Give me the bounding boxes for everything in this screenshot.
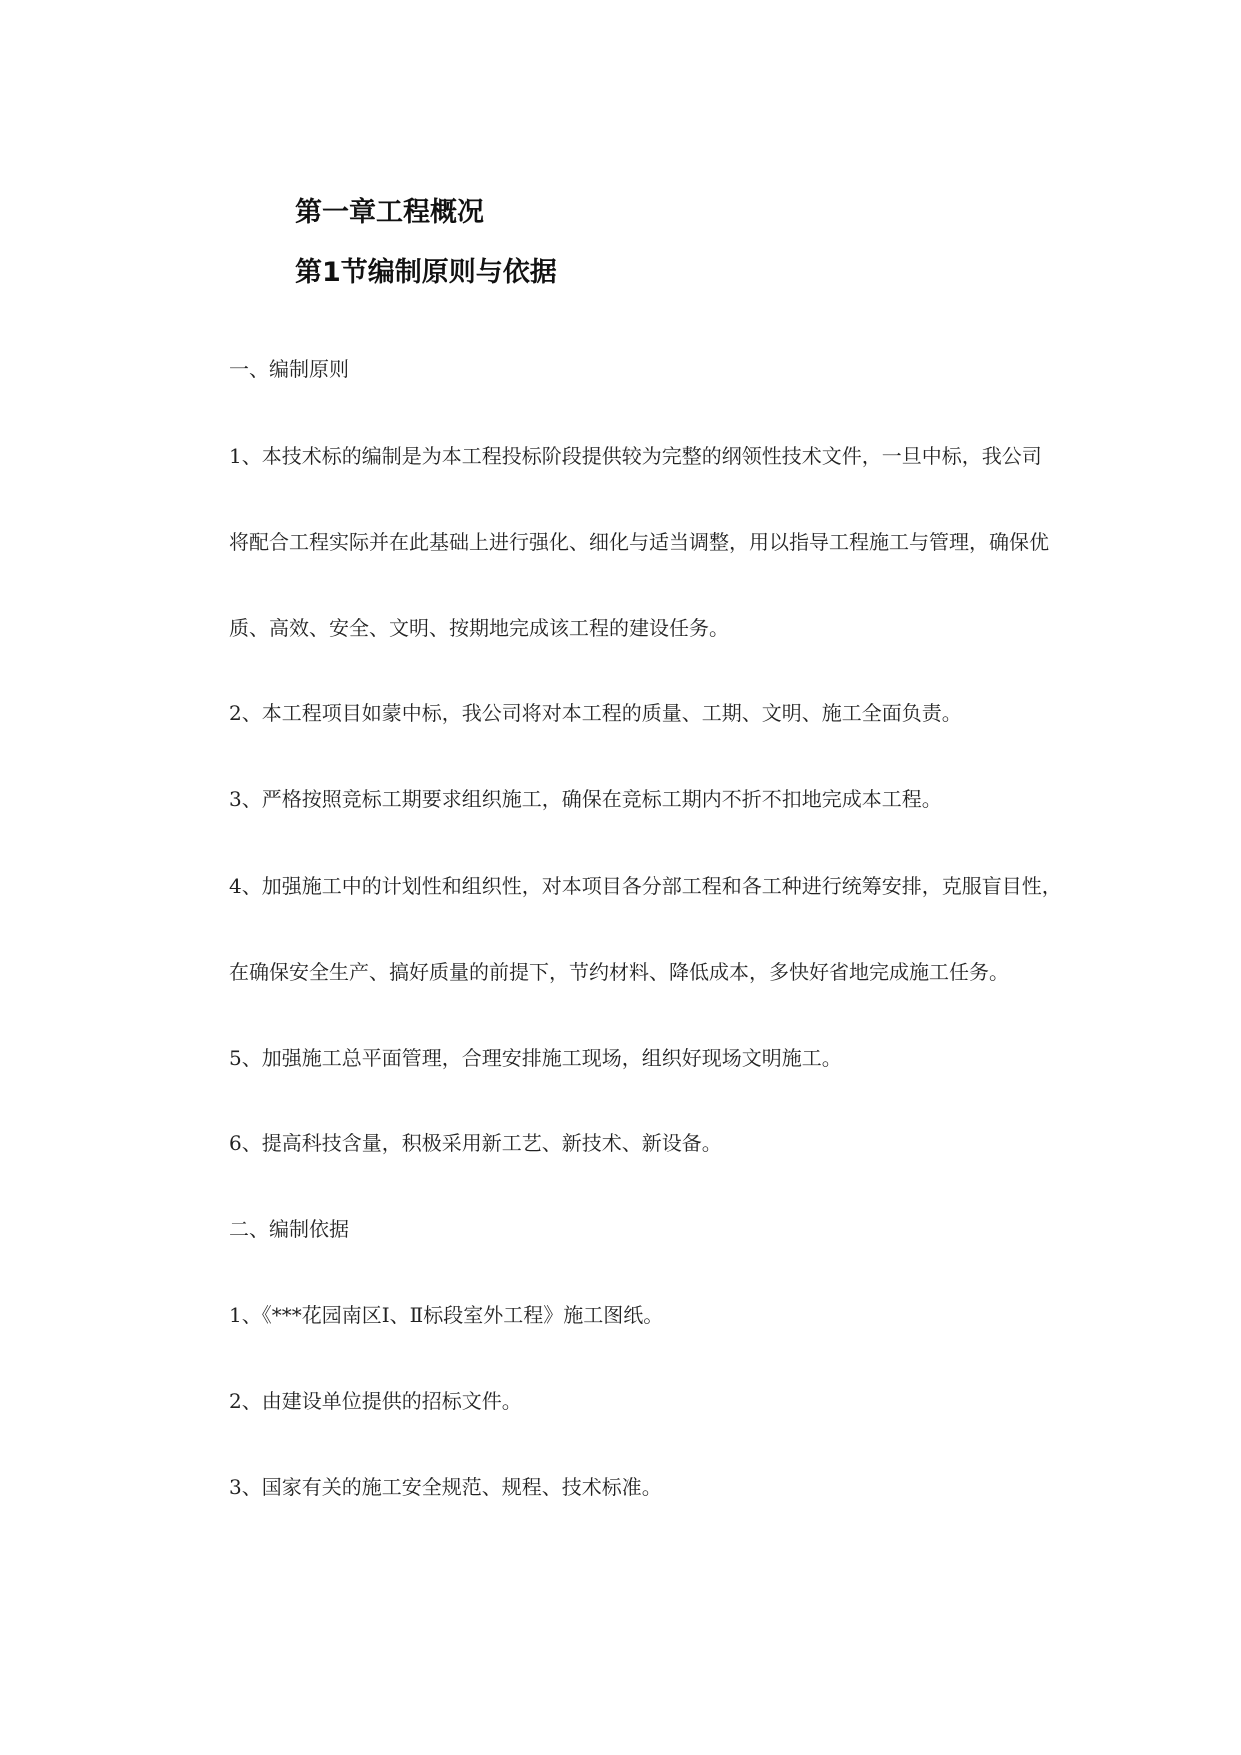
paragraph-line: 将配合工程实际并在此基础上进行强化、细化与适当调整，用以指导工程施工与管理，确保优 — [229, 530, 1049, 554]
paragraph-line: 5、加强施工总平面管理，合理安排施工现场，组织好现场文明施工。 — [229, 1046, 842, 1070]
paragraph-line: 质、高效、安全、文明、按期地完成该工程的建设任务。 — [229, 616, 729, 640]
paragraph-line: 1、《***花园南区Ⅰ、Ⅱ标段室外工程》施工图纸。 — [229, 1303, 664, 1327]
paragraph-line: 2、本工程项目如蒙中标，我公司将对本工程的质量、工期、文明、施工全面负责。 — [229, 701, 962, 725]
paragraph-line: 2、由建设单位提供的招标文件。 — [229, 1389, 522, 1413]
subsection-heading: 二、编制依据 — [229, 1217, 349, 1241]
paragraph-line: 3、严格按照竞标工期要求组织施工，确保在竞标工期内不折不扣地完成本工程。 — [229, 787, 942, 811]
section-title: 第1节编制原则与依据 — [295, 257, 557, 288]
paragraph-line: 在确保安全生产、搞好质量的前提下，节约材料、降低成本，多快好省地完成施工任务。 — [229, 960, 1009, 984]
chapter-title: 第一章工程概况 — [295, 197, 484, 228]
subsection-heading: 一、编制原则 — [229, 357, 349, 381]
paragraph-line: 3、国家有关的施工安全规范、规程、技术标准。 — [229, 1475, 662, 1499]
paragraph-line: 1、本技术标的编制是为本工程投标阶段提供较为完整的纲领性技术文件，一旦中标，我公司 — [229, 444, 1042, 468]
paragraph-line: 4、加强施工中的计划性和组织性，对本项目各分部工程和各工种进行统筹安排，克服盲目性， — [229, 874, 1062, 898]
paragraph-line: 6、提高科技含量，积极采用新工艺、新技术、新设备。 — [229, 1131, 722, 1155]
